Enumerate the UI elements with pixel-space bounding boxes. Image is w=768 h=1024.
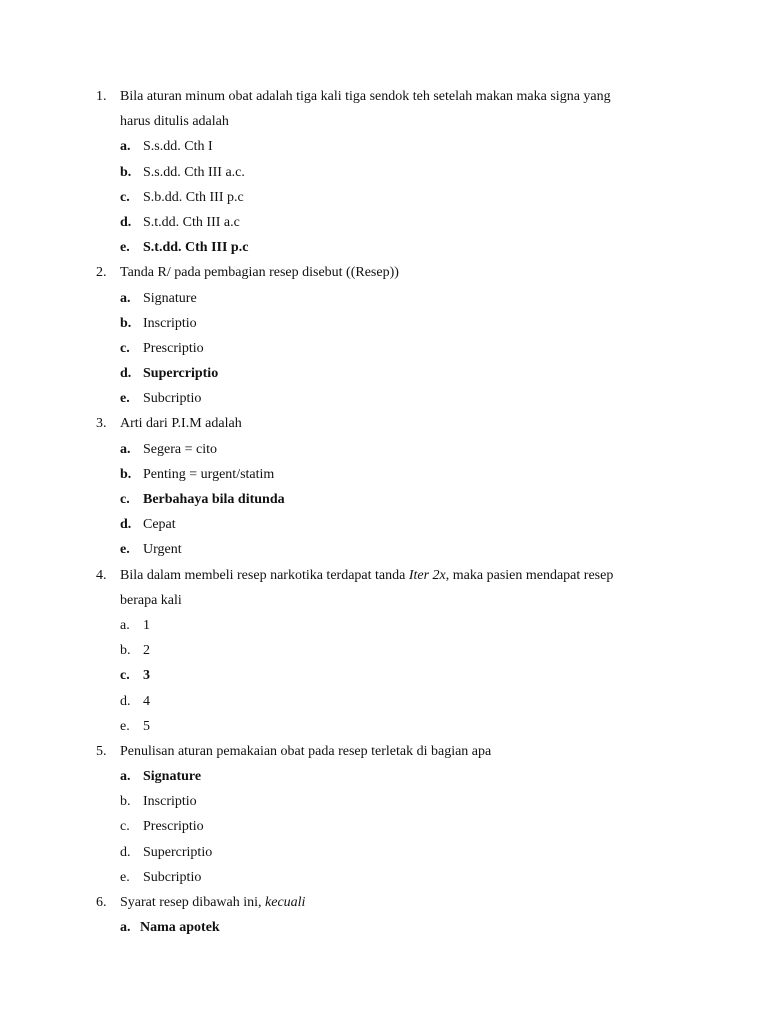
question-list [0, 84, 768, 940]
option-mark: c. [120, 492, 130, 507]
option-text: 4 [143, 693, 150, 709]
option-mark: d. [120, 844, 131, 860]
option-2a [0, 286, 768, 311]
option-5a-answer [0, 764, 768, 789]
option-2c [0, 336, 768, 361]
question-text-italic: kecuali [265, 895, 306, 910]
option-text: Signature [143, 769, 202, 785]
option-text: S.s.dd. Cth III a.c. [143, 164, 245, 180]
option-text: Prescriptio [143, 340, 204, 356]
option-mark: e. [120, 240, 130, 256]
option-text: Subcriptio [143, 391, 202, 407]
question-1-continuation [0, 109, 768, 134]
option-text: Prescriptio [143, 819, 204, 835]
question-text: harus ditulis adalah [120, 114, 229, 130]
option-3a [0, 437, 768, 462]
option-1b [0, 160, 768, 185]
option-4c-answer [0, 663, 768, 688]
option-text: 3 [143, 668, 150, 684]
option-5e [0, 865, 768, 890]
option-text: Inscriptio [143, 794, 197, 810]
option-text: S.t.dd. Cth III a.c [143, 214, 240, 230]
option-mark: b. [120, 315, 132, 331]
option-6a-answer [0, 915, 768, 940]
question-2 [0, 260, 768, 285]
option-text: Nama apotek [140, 920, 220, 936]
question-text: berapa kali [120, 592, 182, 608]
option-5d [0, 840, 768, 865]
option-mark: e. [120, 718, 130, 734]
option-mark: a. [120, 617, 130, 633]
option-mark: c. [120, 819, 130, 835]
option-mark: d. [120, 366, 132, 382]
option-1d [0, 210, 768, 235]
question-number: 1. [96, 89, 107, 104]
option-mark: e. [120, 869, 130, 885]
question-number: 2. [96, 265, 107, 281]
option-1e-answer [0, 235, 768, 260]
option-1c [0, 185, 768, 210]
question-text: Penulisan aturan pemakaian obat pada resep terletak di bagian apa [120, 743, 492, 759]
option-4a [0, 613, 768, 638]
option-mark: c. [120, 340, 130, 356]
question-5 [0, 739, 768, 764]
question-text: Tanda R/ pada pembagian resep disebut ((Resep)) [120, 265, 399, 281]
option-mark: b. [120, 794, 131, 810]
option-mark: a. [120, 441, 131, 457]
question-text [120, 563, 613, 588]
option-text: S.t.dd. Cth III p.c [143, 240, 249, 256]
option-5b [0, 789, 768, 814]
option-text: S.s.dd. Cth I [143, 139, 213, 155]
option-3d [0, 512, 768, 537]
question-text: Arti dari P.I.M adalah [120, 416, 242, 432]
option-mark: a. [120, 290, 131, 306]
option-text: Segera = cito [143, 441, 217, 457]
option-mark: c. [120, 189, 130, 205]
question-text-before: Syarat resep dibawah ini, [120, 895, 266, 910]
option-mark: d. [120, 517, 132, 533]
option-mark: e. [120, 391, 130, 407]
question-3 [0, 411, 768, 436]
option-2b [0, 311, 768, 336]
question-4-continuation [0, 588, 768, 613]
option-text: Signature [143, 290, 197, 306]
option-mark: b. [120, 643, 131, 659]
option-mark: b. [120, 466, 132, 482]
option-mark: a. [120, 769, 131, 785]
question-number: 4. [96, 567, 107, 583]
option-3e [0, 537, 768, 562]
option-3c-answer [0, 487, 768, 512]
option-2e [0, 386, 768, 411]
option-text: Penting = urgent/statim [143, 466, 275, 482]
option-mark: c. [120, 668, 130, 684]
option-text: 1 [143, 617, 150, 633]
option-2d-answer [0, 361, 768, 386]
option-mark: a. [120, 139, 131, 155]
question-text [120, 890, 305, 915]
option-mark: e. [120, 542, 130, 558]
question-text-before: Bila dalam membeli resep narkotika terdapat tanda [120, 567, 409, 583]
option-4d [0, 689, 768, 714]
option-3b [0, 462, 768, 487]
question-4 [0, 563, 768, 588]
question-number: 3. [96, 416, 107, 432]
option-text: Cepat [143, 517, 176, 533]
option-mark: b. [120, 164, 132, 180]
question-text-italic: Iter 2x [408, 567, 446, 583]
option-mark: d. [120, 214, 132, 230]
question-number: 6. [96, 895, 107, 910]
question-1 [0, 84, 768, 109]
option-text: S.b.dd. Cth III p.c [143, 189, 244, 205]
option-text: 2 [143, 643, 150, 659]
question-6 [0, 890, 768, 915]
option-text: Inscriptio [143, 315, 197, 331]
option-5c [0, 814, 768, 839]
option-4e [0, 714, 768, 739]
option-4b [0, 638, 768, 663]
question-text: Bila aturan minum obat adalah tiga kali tiga sendok teh setelah makan maka signa yang [120, 89, 611, 104]
option-text: 5 [143, 718, 150, 734]
option-text: Berbahaya bila ditunda [143, 492, 285, 507]
option-1a [0, 134, 768, 159]
option-mark: d. [120, 693, 131, 709]
option-text: Supercriptio [143, 844, 213, 860]
option-text: Supercriptio [143, 366, 219, 382]
question-text-after: , maka pasien mendapat resep [445, 567, 614, 583]
option-mark: a. [120, 920, 131, 936]
option-text: Subcriptio [143, 869, 202, 885]
option-text: Urgent [143, 542, 182, 558]
question-number: 5. [96, 743, 107, 759]
